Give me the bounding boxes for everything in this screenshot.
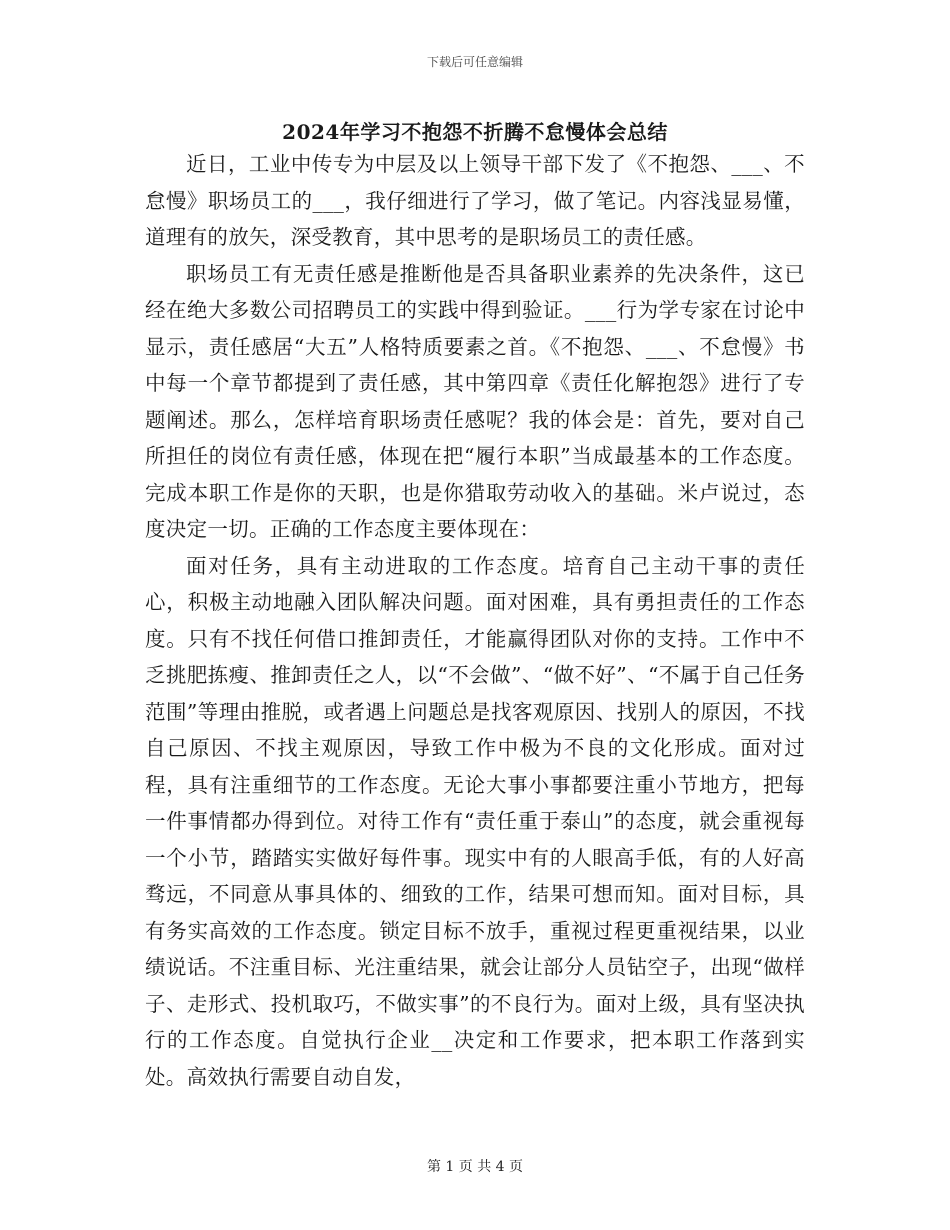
page-number-footer: 第 1 页 共 4 页 <box>426 1159 524 1175</box>
paragraph-2: 职场员工有无责任感是推断他是否具备职业素养的先决条件，这已经在绝大多数公司招聘员工的实践中得到验证。___行为学专家在讨论中显示，责任感居“大五”人格特质要素之首。《不抱怨、___、不怠慢》书中每一个章节都提到了责任感，其中第四章《责任化解抱怨》进行了专题阐述。那么，怎样培育职场责任感呢？我的体会是：首先，要对自己所担任的岗位有责任感，体现在把“履行本职”当成最基本的工作态度。完成本职工作是你的天职，也是你猎取劳动收入的基础。米卢说过，态度决定一切。正确的工作态度主要体现在： <box>145 261 805 541</box>
document-title: 2024年学习不抱怨不折腾不怠慢体会总结 <box>282 120 668 144</box>
page-header-note: 下载后可任意编辑 <box>426 55 523 69</box>
document-body <box>145 146 805 1095</box>
paragraph-3: 面对任务，具有主动进取的工作态度。培育自己主动干事的责任心，积极主动地融入团队解决问题。面对困难，具有勇担责任的工作态度。只有不找任何借口推卸责任，才能赢得团队对你的支持。工作中不乏挑肥拣瘦、推卸责任之人，以“不会做”、“做不好”、“不属于自己任务范围”等理由推脱，或者遇上问题总是找客观原因、找别人的原因，不找自己原因、不找主观原因，导致工作中极为不良的文化形成。面对过程，具有注重细节的工作态度。无论大事小事都要注重小节地方，把每一件事情都办得到位。对待工作有“责任重于泰山”的态度，就会重视每一个小节，踏踏实实做好每件事。现实中有的人眼高手低，有的人好高骛远，不同意从事具体的、细致的工作，结果可想而知。面对目标，具有务实高效的工作态度。锁定目标不放手，重视过程更重视结果，以业绩说话。不注重目标、光注重结果，就会让部分人员钻空子，出现“做样子、走形式、投机取巧，不做实事”的不良行为。面对上级，具有坚决执行的工作态度。自觉执行企业__决定和工作要求，把本职工作落到实处。高效执行需要自动自发， <box>145 553 805 1089</box>
paragraph-1: 近日，工业中传专为中层及以上领导干部下发了《不抱怨、___、不怠慢》职场员工的___，我仔细进行了学习，做了笔记。内容浅显易懂，道理有的放矢，深受教育，其中思考的是职场员工的责任感。 <box>145 152 805 249</box>
